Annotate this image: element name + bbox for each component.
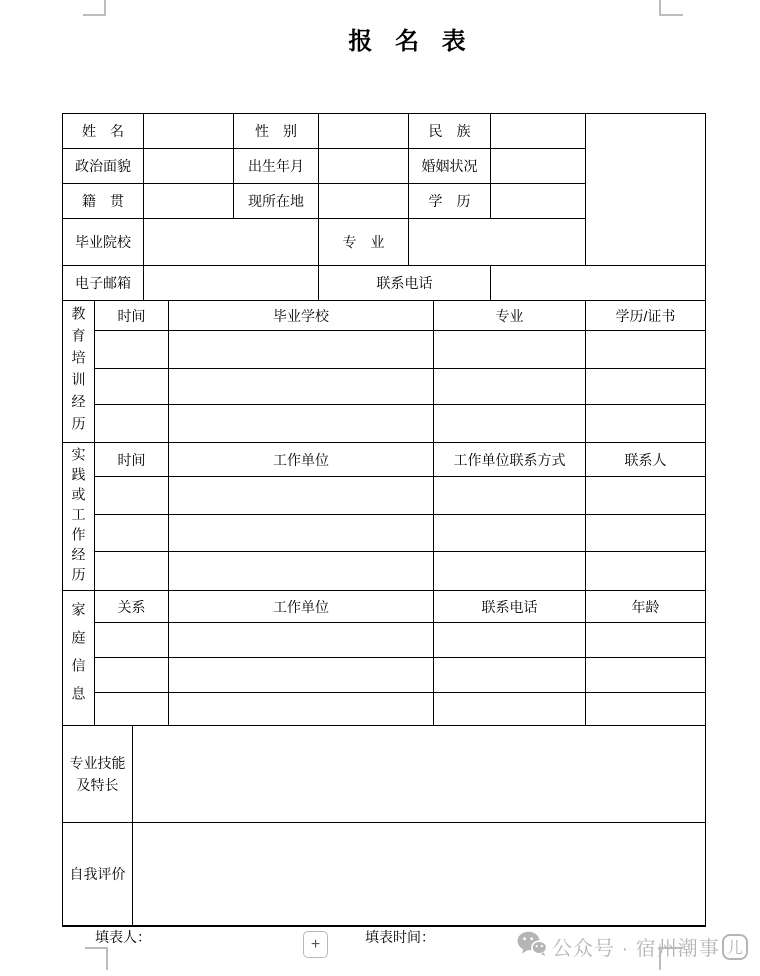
work-row-time-cell[interactable]	[95, 552, 169, 591]
self-evaluation-input-cell[interactable]	[133, 823, 706, 926]
family-row-relation-cell[interactable]	[95, 693, 169, 726]
table-row	[63, 693, 706, 726]
skills-label: 专业技能及特长	[63, 726, 133, 823]
name-label: 姓 名	[63, 114, 144, 149]
self-evaluation-section-table	[62, 822, 706, 927]
work-header-unit: 工作单位	[169, 443, 434, 477]
table-row	[63, 515, 706, 552]
work-row-unit-cell[interactable]	[169, 477, 434, 515]
family-row-phone-cell[interactable]	[434, 693, 586, 726]
education-section-label: 教育培训经历	[63, 301, 95, 443]
edu-row-school-cell[interactable]	[169, 331, 434, 369]
family-header-age: 年龄	[586, 591, 706, 623]
table-row	[63, 591, 706, 623]
work-row-contact-person-cell[interactable]	[586, 515, 706, 552]
edu-row-certificate-cell[interactable]	[586, 405, 706, 443]
family-row-phone-cell[interactable]	[434, 658, 586, 693]
table-row	[63, 823, 706, 926]
family-row-age-cell[interactable]	[586, 623, 706, 658]
graduation-school-label: 毕业院校	[63, 219, 144, 266]
work-row-contact-person-cell[interactable]	[586, 552, 706, 591]
family-header-unit: 工作单位	[169, 591, 434, 623]
table-row	[63, 114, 706, 149]
family-row-unit-cell[interactable]	[169, 693, 434, 726]
edu-row-major-cell[interactable]	[434, 405, 586, 443]
political-status-input-cell[interactable]	[144, 149, 234, 184]
work-row-unit-contact-cell[interactable]	[434, 515, 586, 552]
fill-date-label: 填表时间：	[365, 929, 435, 945]
phone-input-cell[interactable]	[491, 266, 706, 301]
email-label: 电子邮箱	[63, 266, 144, 301]
table-row	[63, 623, 706, 658]
edu-header-school: 毕业学校	[169, 301, 434, 331]
table-row	[63, 266, 706, 301]
form-filler-label: 填表人：	[95, 929, 151, 945]
wechat-icon	[517, 931, 547, 962]
education-level-input-cell[interactable]	[491, 184, 586, 219]
work-row-unit-cell[interactable]	[169, 552, 434, 591]
marital-status-input-cell[interactable]	[491, 149, 586, 184]
major-input-cell[interactable]	[409, 219, 586, 266]
family-section-label: 家庭信息	[63, 591, 95, 726]
table-row	[63, 726, 706, 823]
work-header-unit-contact: 工作单位联系方式	[434, 443, 586, 477]
watermark-text: 公众号 · 宿州潮事	[552, 938, 720, 960]
table-row	[63, 405, 706, 443]
family-row-unit-cell[interactable]	[169, 658, 434, 693]
edu-row-time-cell[interactable]	[95, 331, 169, 369]
family-row-age-cell[interactable]	[586, 693, 706, 726]
self-evaluation-label: 自我评价	[63, 823, 133, 926]
name-input-cell[interactable]	[144, 114, 234, 149]
edu-row-school-cell[interactable]	[169, 405, 434, 443]
current-location-label: 现所在地	[234, 184, 319, 219]
basic-info-table	[62, 113, 706, 301]
native-place-input-cell[interactable]	[144, 184, 234, 219]
edu-row-major-cell[interactable]	[434, 331, 586, 369]
edu-row-certificate-cell[interactable]	[586, 369, 706, 405]
form-title: 报 名 表	[348, 28, 474, 55]
family-row-age-cell[interactable]	[586, 658, 706, 693]
ethnicity-input-cell[interactable]	[491, 114, 586, 149]
education-section-table	[62, 300, 706, 443]
work-section-table	[62, 442, 706, 591]
family-row-phone-cell[interactable]	[434, 623, 586, 658]
edu-row-school-cell[interactable]	[169, 369, 434, 405]
education-level-label: 学 历	[409, 184, 491, 219]
edu-row-major-cell[interactable]	[434, 369, 586, 405]
table-row	[63, 443, 706, 477]
gender-label: 性 别	[234, 114, 319, 149]
gender-input-cell[interactable]	[319, 114, 409, 149]
work-row-time-cell[interactable]	[95, 477, 169, 515]
photo-area[interactable]	[586, 114, 706, 266]
edu-row-time-cell[interactable]	[95, 369, 169, 405]
work-row-unit-cell[interactable]	[169, 515, 434, 552]
graduation-school-input-cell[interactable]	[144, 219, 319, 266]
family-row-relation-cell[interactable]	[95, 623, 169, 658]
work-section-label: 实践或工作经历	[63, 443, 95, 591]
page-corner-mark-top-right	[659, 0, 683, 16]
skills-section-table	[62, 725, 706, 823]
family-section-table	[62, 590, 706, 726]
page-corner-mark-bottom-left	[85, 947, 108, 970]
current-location-input-cell[interactable]	[319, 184, 409, 219]
edu-header-time: 时间	[95, 301, 169, 331]
table-row	[63, 331, 706, 369]
family-row-unit-cell[interactable]	[169, 623, 434, 658]
political-status-label: 政治面貌	[63, 149, 144, 184]
edu-row-time-cell[interactable]	[95, 405, 169, 443]
work-row-time-cell[interactable]	[95, 515, 169, 552]
ethnicity-label: 民 族	[409, 114, 491, 149]
skills-input-cell[interactable]	[133, 726, 706, 823]
marital-status-label: 婚姻状况	[409, 149, 491, 184]
family-header-phone: 联系电话	[434, 591, 586, 623]
work-row-unit-contact-cell[interactable]	[434, 477, 586, 515]
table-row	[63, 658, 706, 693]
email-input-cell[interactable]	[144, 266, 319, 301]
watermark-boxed-character: 儿	[722, 934, 748, 960]
work-row-unit-contact-cell[interactable]	[434, 552, 586, 591]
page-corner-mark-top-left	[83, 0, 106, 16]
birthdate-label: 出生年月	[234, 149, 319, 184]
edu-row-certificate-cell[interactable]	[586, 331, 706, 369]
edu-header-certificate: 学历/证书	[586, 301, 706, 331]
watermark	[517, 931, 748, 962]
table-row	[63, 552, 706, 591]
table-row	[63, 369, 706, 405]
table-row	[63, 477, 706, 515]
birthdate-input-cell[interactable]	[319, 149, 409, 184]
registration-form	[62, 113, 705, 927]
edu-header-major: 专业	[434, 301, 586, 331]
family-row-relation-cell[interactable]	[95, 658, 169, 693]
work-header-contact-person: 联系人	[586, 443, 706, 477]
insert-row-button[interactable]: +	[303, 931, 328, 958]
family-header-relation: 关系	[95, 591, 169, 623]
native-place-label: 籍 贯	[63, 184, 144, 219]
major-label: 专 业	[319, 219, 409, 266]
table-row	[63, 301, 706, 331]
work-row-contact-person-cell[interactable]	[586, 477, 706, 515]
phone-label: 联系电话	[319, 266, 491, 301]
work-header-time: 时间	[95, 443, 169, 477]
